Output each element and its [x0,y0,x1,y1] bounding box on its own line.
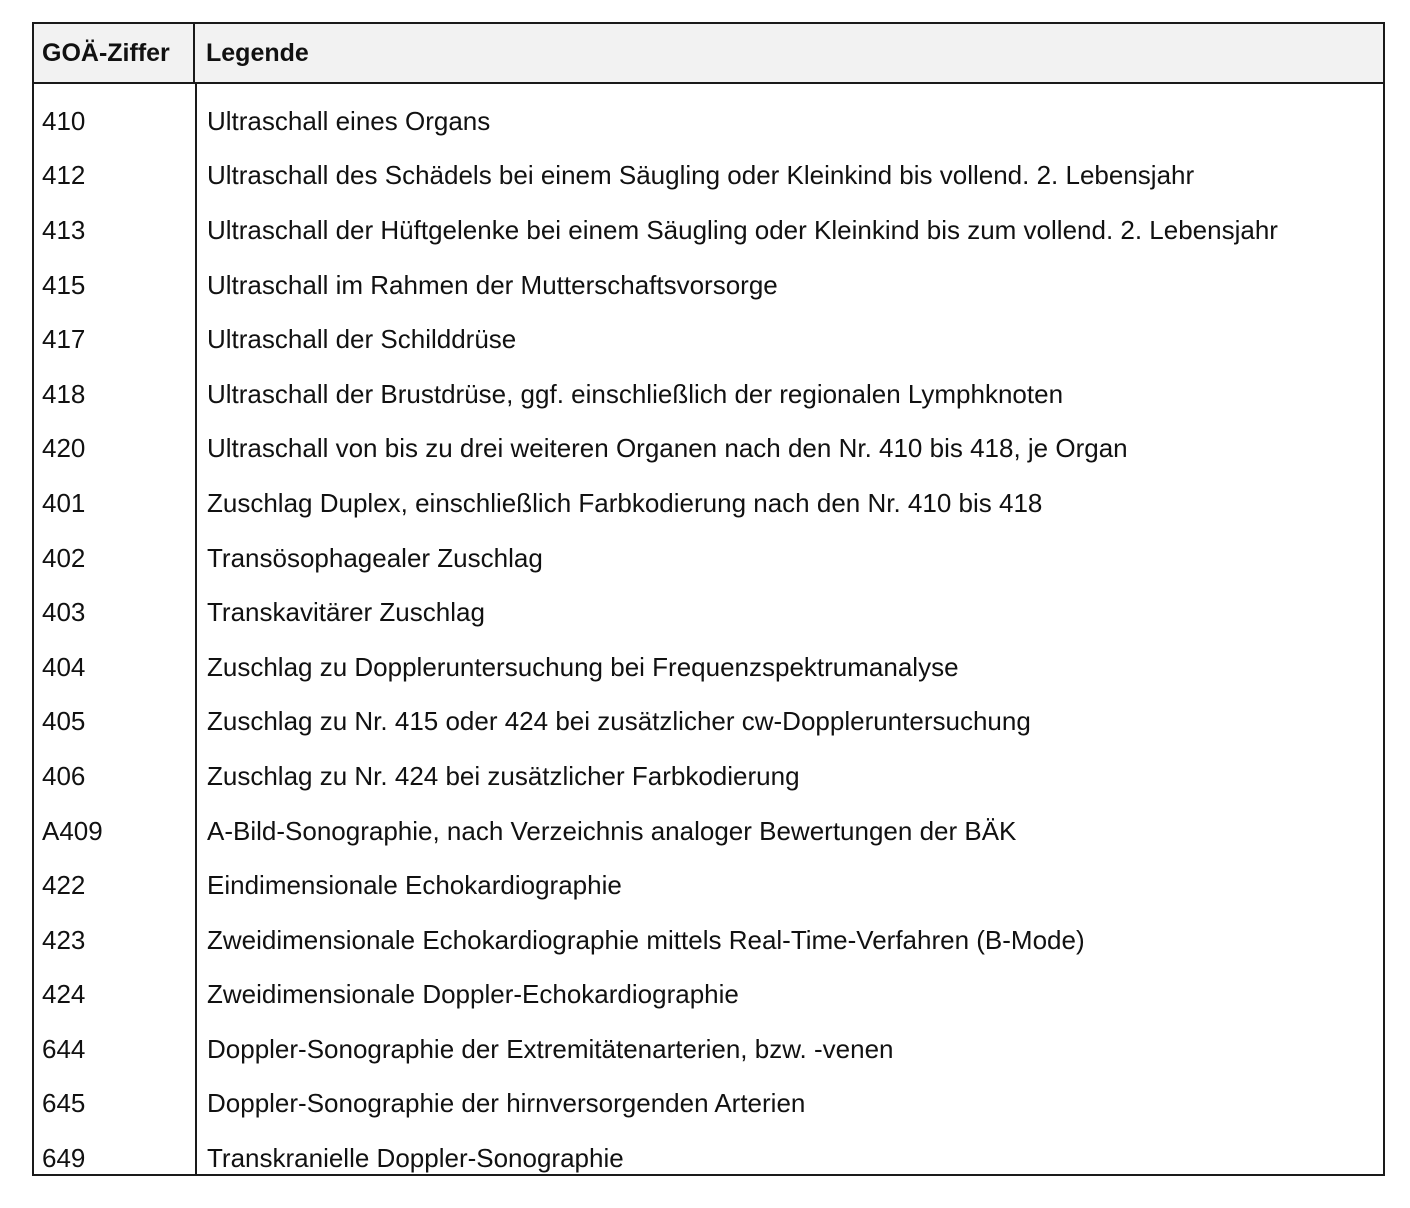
cell-legend: Zuschlag zu Nr. 424 bei zusätzlicher Farbkodierung [207,760,800,791]
cell-code: 403 [42,597,86,628]
cell-legend: Zuschlag zu Doppleruntersuchung bei Frequenzspektrumanalyse [207,651,959,682]
cell-code: 649 [42,1143,86,1174]
cell-legend: Zuschlag zu Nr. 415 oder 424 bei zusätzlicher cw-Doppleruntersuchung [207,706,1031,737]
cell-legend: Eindimensionale Echokardiographie [207,870,622,901]
cell-code: 415 [42,269,86,300]
cell-code: 417 [42,324,86,355]
table-row [34,585,1383,640]
table-row [34,1022,1383,1077]
table-row [34,913,1383,968]
cell-code: 405 [42,706,86,737]
table-body [34,84,1383,1174]
cell-legend: Transösophagealer Zuschlag [207,542,543,573]
cell-code: A409 [42,815,103,846]
table-row [34,203,1383,258]
table-row [34,312,1383,367]
table-rows [34,94,1383,1186]
cell-legend: Ultraschall im Rahmen der Mutterschaftsvorsorge [207,269,778,300]
table-row [34,804,1383,859]
cell-code: 401 [42,487,86,518]
cell-code: 420 [42,433,86,464]
cell-code: 412 [42,160,86,191]
cell-legend: Zweidimensionale Doppler-Echokardiographie [207,979,739,1010]
cell-code: 644 [42,1033,86,1064]
table-row [34,1077,1383,1132]
table-row [34,531,1383,586]
table-row [34,94,1383,149]
table-row [34,749,1383,804]
table-header [34,24,1383,84]
cell-code: 402 [42,542,86,573]
table-row [34,858,1383,913]
table-row [34,968,1383,1023]
cell-code: 404 [42,651,86,682]
cell-legend: Doppler-Sonographie der Extremitätenarterien, bzw. -venen [207,1033,894,1064]
table-row [34,367,1383,422]
cell-legend: Transkavitärer Zuschlag [207,597,485,628]
header-legende: Legende [206,39,309,67]
cell-legend: Ultraschall der Brustdrüse, ggf. einschließlich der regionalen Lymphknoten [207,378,1064,409]
table-row [34,476,1383,531]
table-row [34,422,1383,477]
cell-legend: Ultraschall der Schilddrüse [207,324,517,355]
cell-code: 413 [42,214,86,245]
cell-legend: A-Bild-Sonographie, nach Verzeichnis analoger Bewertungen der BÄK [207,815,1017,846]
table-row [34,1131,1383,1186]
cell-legend: Zweidimensionale Echokardiographie mittels Real-Time-Verfahren (B-Mode) [207,924,1085,955]
cell-legend: Ultraschall von bis zu drei weiteren Organen nach den Nr. 410 bis 418, je Organ [207,433,1128,464]
cell-code: 422 [42,870,86,901]
table-row [34,149,1383,204]
table-row [34,640,1383,695]
cell-code: 645 [42,1088,86,1119]
cell-code: 424 [42,979,86,1010]
table-row [34,695,1383,750]
goae-table [32,22,1385,1176]
cell-code: 406 [42,760,86,791]
cell-legend: Doppler-Sonographie der hirnversorgenden Arterien [207,1088,806,1119]
cell-code: 418 [42,378,86,409]
cell-legend: Ultraschall der Hüftgelenke bei einem Säugling oder Kleinkind bis zum vollend. 2. Lebensjahr [207,214,1278,245]
header-goae-ziffer: GOÄ-Ziffer [34,24,195,82]
cell-code: 410 [42,105,86,136]
cell-legend: Zuschlag Duplex, einschließlich Farbkodierung nach den Nr. 410 bis 418 [207,487,1043,518]
cell-legend: Ultraschall eines Organs [207,105,491,136]
cell-legend: Ultraschall des Schädels bei einem Säugling oder Kleinkind bis vollend. 2. Lebensjahr [207,160,1195,191]
cell-code: 423 [42,924,86,955]
cell-legend: Transkranielle Doppler-Sonographie [207,1143,624,1174]
table-row [34,258,1383,313]
